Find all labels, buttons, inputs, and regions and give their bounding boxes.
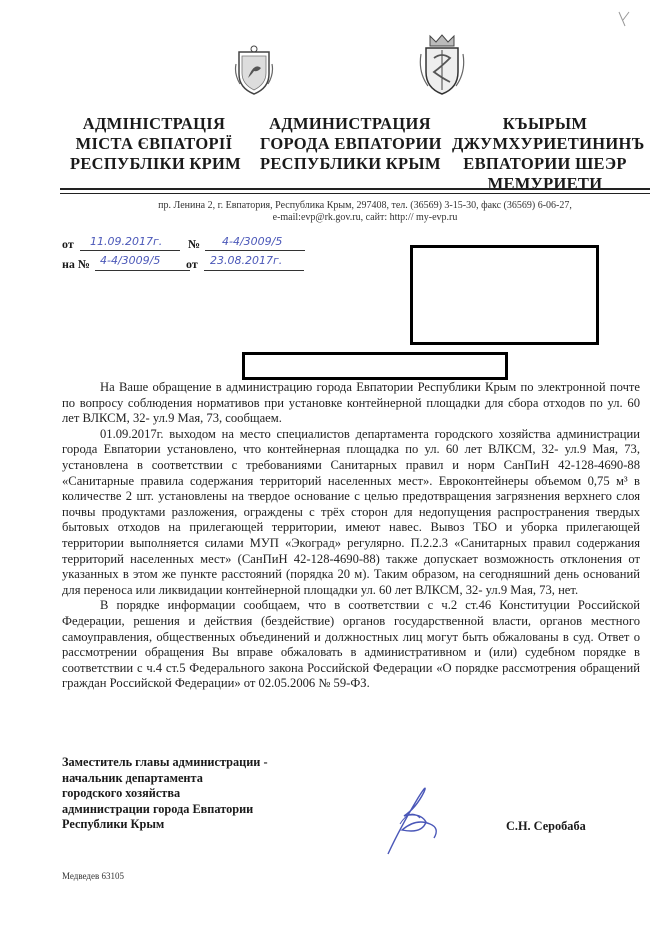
header-ua xyxy=(70,114,242,174)
ref-number-underline xyxy=(95,270,190,271)
signatory-title-line: Заместитель главы администрации - xyxy=(62,755,268,769)
signatory-title-line: Республики Крым xyxy=(62,817,165,832)
header-crh-line: КЪЫРЫМ xyxy=(502,114,588,133)
outgoing-number: 4-4/3009/5 xyxy=(222,235,283,248)
header-ru xyxy=(260,114,440,174)
redacted-addressee xyxy=(410,245,599,345)
ref-label: на № xyxy=(62,257,90,271)
corner-mark xyxy=(617,10,631,28)
date-underline xyxy=(80,250,180,251)
ref-date-underline xyxy=(204,270,304,271)
signatory-title-line: начальник департамента xyxy=(62,770,203,785)
body-paragraph: В порядке информации сообщаем, что в соответствии с ч.2 ст.46 Конституции Российской Федерации, решения и действия (бездействие) органов государственной власти, органов местного самоуправления, общественных объединений и должностных лиц могут быть обжалованы в суд. Ответ о рассмотрении обращения Вы вправе обжаловать в административном и (или) судебном порядке в соответствии с ч.4 ст.5 Федерального закона Российской Федерации «О порядке рассмотрения обращений граждан Российской Федерации» от 02.05.2006 № 59-ФЗ. xyxy=(62,598,640,691)
number-underline xyxy=(205,250,305,251)
evpatoria-coat-of-arms-icon xyxy=(418,32,466,96)
address-line: e-mail:evp@rk.gov.ru, сайт: http:// my-evp.ru xyxy=(272,212,458,223)
executor-note: Медведев 63105 xyxy=(62,871,124,881)
header-rule xyxy=(60,188,650,190)
letter-body xyxy=(62,380,640,692)
crimea-emblem-icon xyxy=(234,44,274,96)
header-crh-line: ДЖУМХУРИЕТИНИНЪ xyxy=(452,134,645,153)
header-ru-line: РЕСПУБЛИКИ КРЫМ xyxy=(260,154,441,173)
header-crh-line: ЕВПАТОРИИ ШЕЭР xyxy=(463,154,627,173)
redacted-subject xyxy=(242,352,508,380)
ref-date: 23.08.2017г. xyxy=(210,254,283,267)
address-line: пр. Ленина 2, г. Евпатория, Республика Крым, 297408, тел. (36569) 3-15-30, факс (36569) 6-06-27, xyxy=(158,200,572,211)
signatory-name: С.Н. Серобаба xyxy=(506,819,586,833)
header-ua-line: РЕСПУБЛІКИ КРИМ xyxy=(70,154,242,173)
outgoing-date: 11.09.2017г. xyxy=(90,235,163,248)
header-ru-line: АДМИНИСТРАЦИЯ xyxy=(269,114,431,133)
header-crh xyxy=(452,114,645,194)
header-ua-line: МІСТА ЄВПАТОРІЇ xyxy=(75,134,233,153)
signatory-title-line: городского хозяйства xyxy=(62,786,181,801)
header-ru-line: ГОРОДА ЕВПАТОРИИ xyxy=(260,134,442,153)
body-paragraph: 01.09.2017г. выходом на место специалистов департамента городского хозяйства администрации города Евпатории установлено, что контейнерная площадка по ул. 60 лет ВЛКСМ, 32- ул.9 Мая, 73, установлена в соответствии с требованиями Санитарных правил и норм СанПиН 42-128-4690-88 «Санитарные правила содержания территорий населенных мест». Евроконтейнеры объемом 0,75 м³ в количестве 2 шт. установлены на твердое основание с целью предотвращения загрязнения верхнего слоя почвы продуктами разложения, ограждены с трёх сторон для недопущения распространения твердых бытовых отходов на прилегающей территории, имеют навес. Вывоз ТБО и уборка прилегающей территории выполняется силами МУП «Экоград» регулярно. П.2.2.3 «Санитарных правил содержания территорий населенных мест» (СанПиН 42-128-4690-88) также допускает возможность отклонения от указанных в этом же пункте расстояний (порядка 20 м). Таким образом, на сегодняшний день оснований для переноса или ликвидации контейнерной площадки ул. 60 лет ВЛКСМ, 32- ул.9 Мая, 73, нет. xyxy=(62,426,640,597)
signatory-title xyxy=(62,755,268,833)
from-label: от xyxy=(62,237,74,251)
ref-from-label: от xyxy=(186,257,198,271)
header-ua-line: АДМІНІСТРАЦІЯ xyxy=(82,114,226,133)
header-crh-line: МЕМУРИЕТИ xyxy=(487,174,603,193)
ref-number: 4-4/3009/5 xyxy=(100,254,161,267)
header-rule-thin xyxy=(60,193,650,194)
address-block xyxy=(100,200,630,224)
signatory-title-line: администрации города Евпатории xyxy=(62,801,254,816)
body-paragraph: На Ваше обращение в администрацию города Евпатории Республики Крым по электронной почте по вопросу соблюдения нормативов при установке контейнерной площадки для сбора отходов по ул. 60 лет ВЛКСМ, 32- ул.9 Мая, 73, сообщаем. xyxy=(62,380,640,426)
signature-scribble xyxy=(380,778,450,858)
number-label: № xyxy=(188,237,201,251)
